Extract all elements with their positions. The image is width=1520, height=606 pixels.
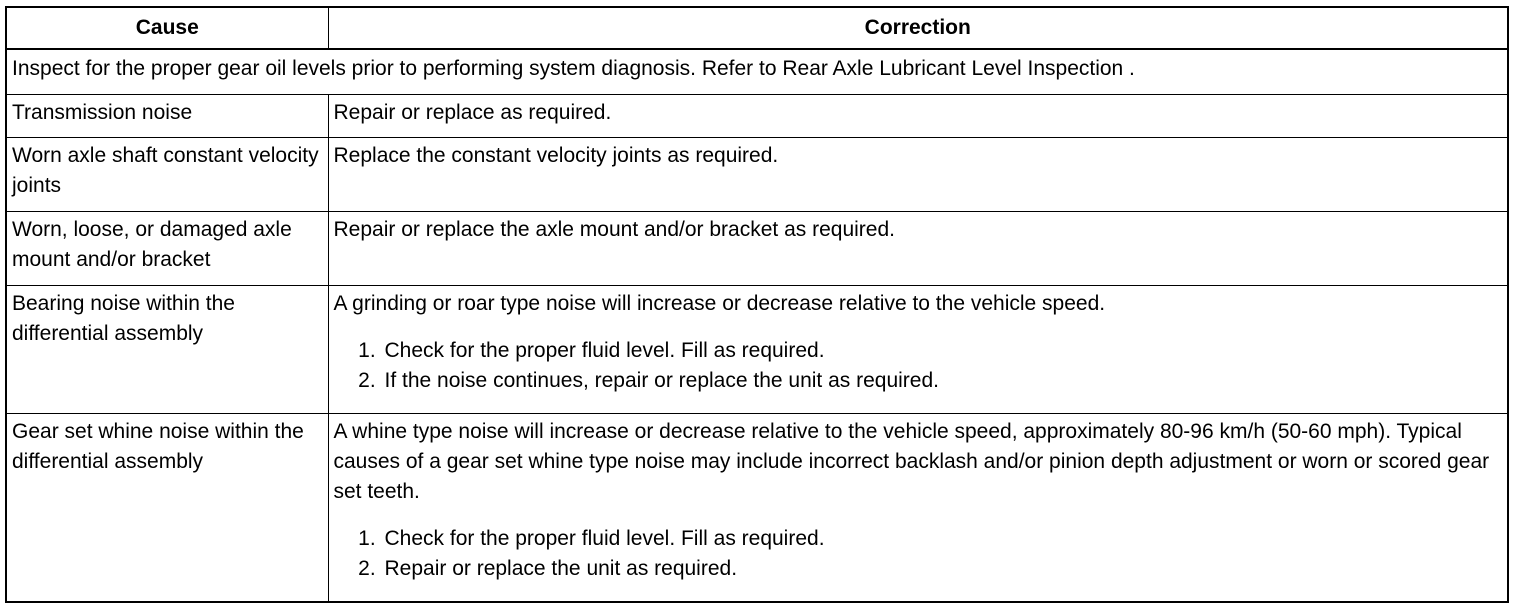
correction-steps	[334, 524, 1504, 584]
step-item: 2. If the noise continues, repair or replace the unit as required.	[382, 366, 1504, 396]
inspection-note-row	[6, 49, 1508, 95]
correction-text: Replace the constant velocity joints as required.	[333, 144, 779, 167]
table-row	[6, 414, 1508, 603]
correction-cell	[328, 138, 1508, 212]
table-row	[6, 212, 1508, 286]
correction-cell	[328, 95, 1508, 138]
correction-text: A whine type noise will increase or decrease relative to the vehicle speed, approximately 80-96 km/h (50-60 mph). Typical causes of a gear set whine type noise may include incorrect backlash and/or pinion depth adjustment or worn or scored gear set teeth.	[333, 420, 1490, 503]
correction-text: A grinding or roar type noise will increase or decrease relative to the vehicle speed.	[333, 292, 1106, 315]
cause-cell: Bearing noise within the differential assembly	[6, 286, 328, 414]
cause-column-header: Cause	[6, 7, 328, 49]
correction-cell	[328, 212, 1508, 286]
step-item: 2. Repair or replace the unit as required.	[382, 554, 1504, 584]
cause-cell: Worn axle shaft constant velocity joints	[6, 138, 328, 212]
correction-steps	[334, 336, 1504, 396]
table-row	[6, 286, 1508, 414]
correction-column-header: Correction	[328, 7, 1508, 49]
table-row	[6, 95, 1508, 138]
step-item: 1. Check for the proper fluid level. Fill as required.	[382, 524, 1504, 554]
cause-cell: Transmission noise	[6, 95, 328, 138]
correction-text: Repair or replace the axle mount and/or bracket as required.	[333, 218, 895, 241]
correction-text: Repair or replace as required.	[333, 101, 612, 124]
correction-cell	[328, 414, 1508, 603]
correction-cell	[328, 286, 1508, 414]
table-row	[6, 138, 1508, 212]
cause-cell: Worn, loose, or damaged axle mount and/or bracket	[6, 212, 328, 286]
header-row	[6, 7, 1508, 49]
cause-cell: Gear set whine noise within the differential assembly	[6, 414, 328, 603]
diagnostic-table	[5, 6, 1509, 603]
step-item: 1. Check for the proper fluid level. Fill as required.	[382, 336, 1504, 366]
inspection-note: Inspect for the proper gear oil levels prior to performing system diagnosis. Refer to Rear Axle Lubricant Level Inspection .	[6, 49, 1508, 95]
